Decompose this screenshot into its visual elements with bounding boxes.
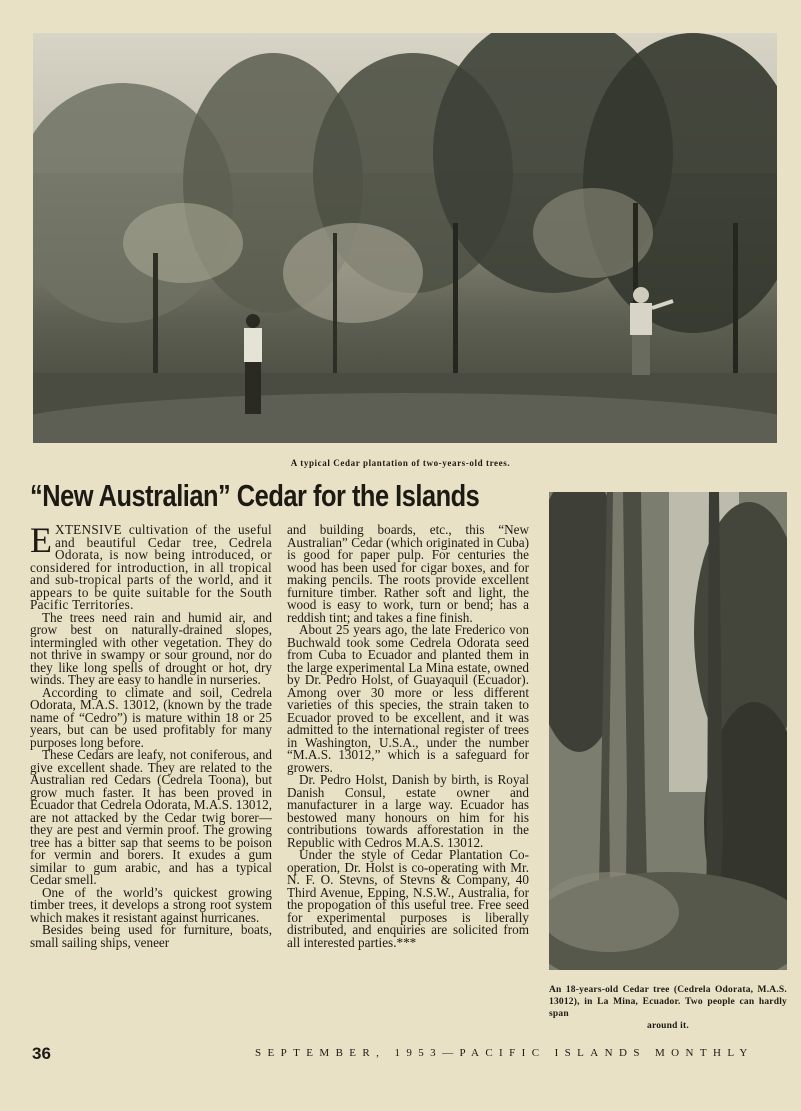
page-number: 36 — [32, 1044, 51, 1063]
paragraph: The trees need rain and humid air, and grow best on naturally-drained slopes, intermingled with other vegetation. They do not thrive in swampy or sour ground, nor do they like long spells of drought or hot, dry winds. They are easy to handle in nurseries. — [30, 609, 272, 687]
paragraph: Dr. Pedro Holst, Danish by birth, is Royal Danish Consul, estate owner and manufacturer in a large way. Ecuador has bestowed many honours on him for his contributions towards afforestation in the Republic with Cedros M.A.S. 13012. — [287, 772, 529, 850]
paragraph: According to climate and soil, Cedrela Odorata, M.A.S. 13012, (known by the trade name of “Cedro”) is mature within 18 or 25 years, but can be used profitably for many purposes long before. — [30, 684, 272, 750]
paragraph: Under the style of Cedar Plantation Co-operation, Dr. Holst is co-operating with Mr. N. F. O. Stevns, of Stevns & Company, 40 Third Avenue, Epping, N.S.W., Australia, for the propogation of this useful tree. Free seed for experimental purposes is liberally distributed, and enquiries are solicited from all interested parties.*** — [287, 847, 529, 950]
drop-cap: E — [30, 520, 52, 560]
paragraph: About 25 years ago, the late Frederico von Buchwald took some Cedrela Odorata seed from Cuba to Ecuador and planted them in the large experimental La Mina estate, owned by Dr. Pedro Holst, of Guayaquil (Ecuador). Among over 30 more or less different varieties of this species, the strain taken to Ecuador proved to be excellent, and it was admitted to the international register of trees in Washington, U.S.A., under the number “M.A.S. 13012,” which is a safeguard for growers. — [287, 622, 529, 775]
running-footer: SEPTEMBER, 1953—PACIFIC ISLANDS MONTHLY — [255, 1047, 754, 1059]
article-column-2 — [287, 524, 529, 949]
cedar-tree-photo — [549, 492, 787, 970]
side-photo-caption: An 18-years-old Cedar tree (Cedrela Odorata, M.A.S. 13012), in La Mina, Ecuador. Two people can hardly span around it. — [549, 985, 787, 1031]
paragraph: and building boards, etc., this “New Australian” Cedar (which originated in Cuba) is good for paper pulp. For centuries the wood has been used for cigar boxes, and for making pencils. The roots provide excellent furniture timber. Rather soft and light, the wood is easy to work, turn or bend; has a reddish tint; and takes a fine finish. — [287, 522, 529, 625]
paragraph: EXTENSIVE cultivation of the useful and beautiful Cedar tree, Cedrela Odorata, is now being introduced, or considered for introduction, in all tropical and sub-tropical parts of the world, and it appears to be quite suitable for the South Pacific Territories. — [30, 520, 272, 612]
paragraph: These Cedars are leafy, not coniferous, and give excellent shade. They are related to the Australian red Cedars (Cedrela Toona), but grow much faster. It has been proved in Ecuador that Cedrela Odorata, M.A.S. 13012, are not attacked by the Cedar twig borer—they are pest and vermin proof. The growing tree has a bitter sap that seems to be poison for vermin and borers. It exudes a gum similar to gum arabic, and has a typical Cedar smell. — [30, 747, 272, 887]
article-headline: “New Australian” Cedar for the Islands — [30, 478, 480, 513]
top-photo-caption: A typical Cedar plantation of two-years-old trees. — [290, 458, 511, 468]
article-column-1 — [30, 520, 272, 950]
cedar-plantation-photo — [33, 33, 777, 443]
paragraph: One of the world’s quickest growing timber trees, it develops a strong root system which makes it resistant against hurricanes. — [30, 884, 272, 925]
paragraph: Besides being used for furniture, boats, small sailing ships, veneer — [30, 922, 272, 950]
